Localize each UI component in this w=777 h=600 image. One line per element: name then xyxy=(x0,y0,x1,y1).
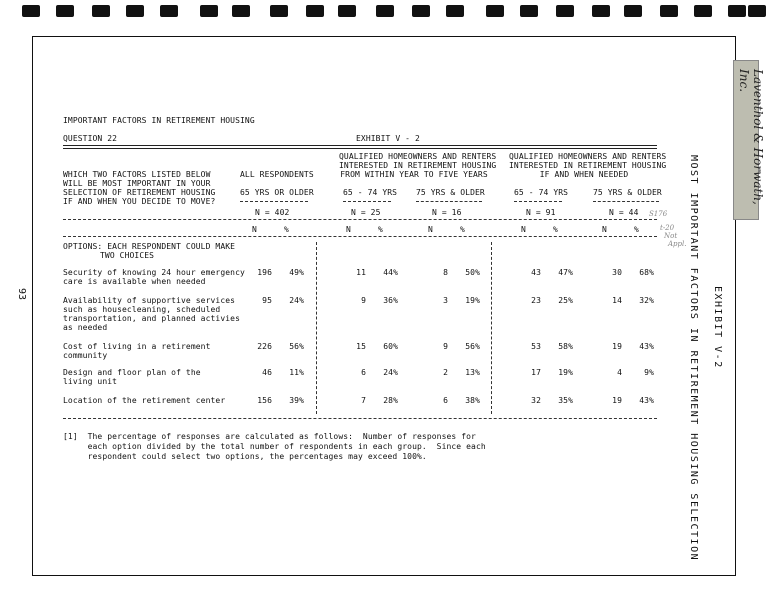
binder-hole xyxy=(126,5,144,17)
side-exhibit: EXHIBIT V-2 xyxy=(712,286,723,369)
group2-header-3: IF AND WHEN NEEDED xyxy=(539,170,629,179)
cell-percent: 49% xyxy=(289,268,304,277)
binder-hole xyxy=(92,5,110,17)
binder-hole xyxy=(486,5,504,17)
logo-text: Laventhol & Horwath, Inc. xyxy=(737,69,765,205)
binder-hole xyxy=(270,5,288,17)
binder-hole xyxy=(660,5,678,17)
binder-hole xyxy=(748,5,766,17)
row-label: Design and floor plan of the xyxy=(63,368,201,377)
cell-count: 15 xyxy=(356,342,366,351)
question-text-1: WHICH TWO FACTORS LISTED BELOW xyxy=(63,170,211,179)
age-g1-young: 65 - 74 YRS xyxy=(343,188,398,197)
col-pct-header: % xyxy=(634,225,639,234)
cell-count: 6 xyxy=(443,396,448,405)
cell-count: 32 xyxy=(531,396,541,405)
n-g1a: N = 25 xyxy=(351,208,381,217)
page-number: 93 xyxy=(16,288,27,301)
binder-hole xyxy=(56,5,74,17)
age-g1-old: 75 YRS & OLDER xyxy=(416,188,485,197)
cell-count: 19 xyxy=(612,342,622,351)
binder-hole xyxy=(200,5,218,17)
binder-hole xyxy=(520,5,538,17)
question-text-3: SELECTION OF RETIREMENT HOUSING xyxy=(63,188,216,197)
row-label: such as housecleaning, scheduled xyxy=(63,305,221,314)
cell-percent: 11% xyxy=(289,368,304,377)
cell-count: 19 xyxy=(612,396,622,405)
question-text-4: IF AND WHEN YOU DECIDE TO MOVE? xyxy=(63,197,216,206)
row-label: Cost of living in a retirement xyxy=(63,342,211,351)
row-label: care is available when needed xyxy=(63,277,206,286)
age-g2-old: 75 YRS & OLDER xyxy=(593,188,662,197)
bottom-rule xyxy=(63,418,657,419)
row-label: Security of knowing 24 hour emergency xyxy=(63,268,245,277)
options-label-2: TWO CHOICES xyxy=(100,251,155,260)
binder-hole xyxy=(160,5,178,17)
binder-hole xyxy=(232,5,250,17)
cell-count: 9 xyxy=(443,342,448,351)
cell-count: 17 xyxy=(531,368,541,377)
cell-percent: 44% xyxy=(383,268,398,277)
cell-count: 8 xyxy=(443,268,448,277)
group2-header-1: QUALIFIED HOMEOWNERS AND RENTERS xyxy=(509,152,667,161)
n-g1b: N = 16 xyxy=(432,208,462,217)
exhibit-label: EXHIBIT V - 2 xyxy=(356,134,420,143)
rule-g1a xyxy=(343,201,391,202)
row-label: living unit xyxy=(63,377,118,386)
col-n-header: N xyxy=(602,225,607,234)
binder-hole xyxy=(338,5,356,17)
cell-percent: 60% xyxy=(383,342,398,351)
cell-percent: 47% xyxy=(558,268,573,277)
cell-percent: 35% xyxy=(558,396,573,405)
row-label: community xyxy=(63,351,108,360)
rule-g2b xyxy=(593,201,659,202)
company-logo xyxy=(733,60,765,220)
age-g2-young: 65 - 74 YRS xyxy=(514,188,569,197)
n-g2b: N = 44 xyxy=(609,208,639,217)
cell-count: 9 xyxy=(361,296,366,305)
cell-percent: 19% xyxy=(465,296,480,305)
binder-hole xyxy=(446,5,464,17)
question-text-2: WILL BE MOST IMPORTANT IN YOUR xyxy=(63,179,211,188)
cell-percent: 28% xyxy=(383,396,398,405)
col-n-header: N xyxy=(346,225,351,234)
cell-count: 23 xyxy=(531,296,541,305)
cell-count: 156 xyxy=(257,396,272,405)
cell-percent: 56% xyxy=(289,342,304,351)
rule-all xyxy=(240,201,308,202)
handwritten-note-1: S176 xyxy=(649,210,668,218)
row-label: as needed xyxy=(63,323,108,332)
cell-percent: 50% xyxy=(465,268,480,277)
handwritten-note-2: t-20 xyxy=(660,224,675,232)
col-n-header: N xyxy=(521,225,526,234)
footnote-1: [1] The percentage of responses are calculated as follows: Number of responses for xyxy=(63,432,476,441)
binder-hole xyxy=(694,5,712,17)
row-label: Location of the retirement center xyxy=(63,396,226,405)
cell-count: 6 xyxy=(361,368,366,377)
question-number: QUESTION 22 xyxy=(63,134,118,143)
top-rule xyxy=(63,145,657,149)
cell-percent: 56% xyxy=(465,342,480,351)
header-rule-2 xyxy=(63,236,657,237)
col-pct-header: % xyxy=(553,225,558,234)
n-g2a: N = 91 xyxy=(526,208,556,217)
binder-hole xyxy=(624,5,642,17)
group2-header-2: INTERESTED IN RETIREMENT HOUSING xyxy=(509,161,667,170)
cell-count: 43 xyxy=(531,268,541,277)
binder-hole xyxy=(22,5,40,17)
divider-2 xyxy=(491,242,492,414)
cell-percent: 19% xyxy=(558,368,573,377)
footnote-3: respondent could select two options, the percentages may exceed 100%. xyxy=(63,452,427,461)
cell-percent: 36% xyxy=(383,296,398,305)
group1-header-2: INTERESTED IN RETIREMENT HOUSING xyxy=(339,161,497,170)
cell-percent: 25% xyxy=(558,296,573,305)
cell-count: 196 xyxy=(257,268,272,277)
cell-count: 30 xyxy=(612,268,622,277)
row-label: transportation, and planned activies xyxy=(63,314,240,323)
cell-count: 4 xyxy=(617,368,622,377)
rule-g1b xyxy=(416,201,482,202)
col-pct-header: % xyxy=(284,225,289,234)
divider-1 xyxy=(316,242,317,414)
footnote-2: each option divided by the total number of respondents in each group. Since each xyxy=(63,442,486,451)
cell-percent: 68% xyxy=(639,268,654,277)
cell-count: 46 xyxy=(262,368,272,377)
binder-hole xyxy=(412,5,430,17)
cell-count: 14 xyxy=(612,296,622,305)
col-all-header: ALL RESPONDENTS xyxy=(240,170,314,179)
row-label: Availability of supportive services xyxy=(63,296,236,305)
cell-percent: 43% xyxy=(639,396,654,405)
binder-hole xyxy=(556,5,574,17)
cell-count: 3 xyxy=(443,296,448,305)
side-title: MOST IMPORTANT FACTORS IN RETIREMENT HOUSING SELECTION xyxy=(688,155,699,562)
cell-percent: 58% xyxy=(558,342,573,351)
header-rule-1 xyxy=(63,219,657,220)
cell-percent: 24% xyxy=(289,296,304,305)
binder-holes xyxy=(0,0,777,22)
col-pct-header: % xyxy=(378,225,383,234)
cell-count: 7 xyxy=(361,396,366,405)
cell-percent: 24% xyxy=(383,368,398,377)
cell-count: 95 xyxy=(262,296,272,305)
cell-percent: 9% xyxy=(644,368,654,377)
binder-hole xyxy=(728,5,746,17)
document-title: IMPORTANT FACTORS IN RETIREMENT HOUSING xyxy=(63,116,255,125)
binder-hole xyxy=(592,5,610,17)
group1-header-1: QUALIFIED HOMEOWNERS AND RENTERS xyxy=(339,152,497,161)
rule-g2a xyxy=(514,201,562,202)
options-label-1: OPTIONS: EACH RESPONDENT COULD MAKE xyxy=(63,242,236,251)
col-all-sub: 65 YRS OR OLDER xyxy=(240,188,314,197)
cell-percent: 39% xyxy=(289,396,304,405)
cell-percent: 43% xyxy=(639,342,654,351)
cell-percent: 38% xyxy=(465,396,480,405)
cell-count: 11 xyxy=(356,268,366,277)
binder-hole xyxy=(306,5,324,17)
binder-hole xyxy=(376,5,394,17)
group1-header-3: FROM WITHIN YEAR TO FIVE YEARS xyxy=(340,170,488,179)
handwritten-note-3: Not xyxy=(664,232,678,240)
cell-percent: 32% xyxy=(639,296,654,305)
col-n-header: N xyxy=(252,225,257,234)
col-pct-header: % xyxy=(460,225,465,234)
col-n-header: N xyxy=(428,225,433,234)
cell-count: 53 xyxy=(531,342,541,351)
cell-count: 2 xyxy=(443,368,448,377)
cell-percent: 13% xyxy=(465,368,480,377)
n-all: N = 402 xyxy=(255,208,290,217)
handwritten-note-4: Appl. xyxy=(668,240,687,248)
cell-count: 226 xyxy=(257,342,272,351)
